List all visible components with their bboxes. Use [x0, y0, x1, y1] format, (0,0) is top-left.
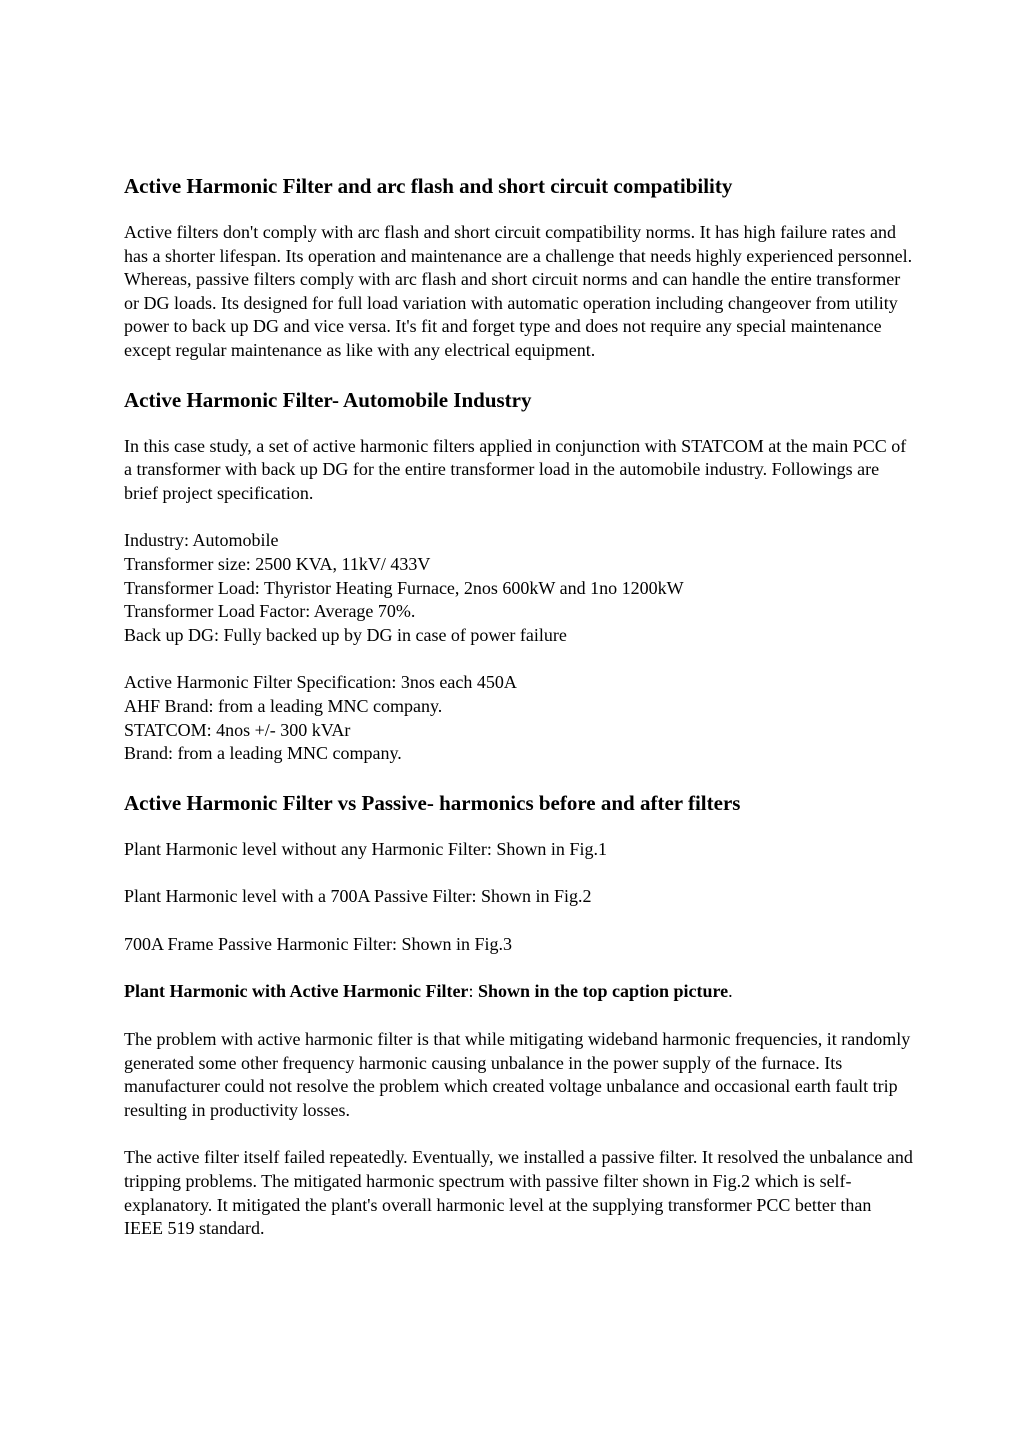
filter-spec-list [124, 671, 914, 765]
spec-industry: Industry: Automobile [124, 530, 279, 551]
active-filter-caption-value: Shown in the top caption picture [477, 981, 729, 1002]
spec-transformer-load: Transformer Load: Thyristor Heating Furnace, 2nos 600kW and 1no 1200kW [124, 577, 684, 598]
active-filter-caption-label: Plant Harmonic with Active Harmonic Filter [124, 981, 469, 1002]
fig1-line: Plant Harmonic level without any Harmonic Filter: Shown in Fig.1 [124, 838, 607, 859]
spec-statcom: STATCOM: 4nos +/- 300 kVAr [124, 719, 351, 740]
section-paragraph-automobile: In this case study, a set of active harmonic filters applied in conjunction with STATCOM at the main PCC of a transformer with back up DG for the entire transformer load in the automobile industry. Followings are brief project specification. [124, 435, 907, 503]
spec-ahf-brand: AHF Brand: from a leading MNC company. [124, 695, 443, 716]
section-paragraph-arc-flash: Active filters don't comply with arc flash and short circuit compatibility norms. It has high failure rates and has a shorter lifespan. Its operation and maintenance are a challenge that needs highly experienced personnel. Whereas, passive filters comply with arc flash and short circuit norms and can handle the entire transformer or DG loads. Its designed for full load variation with automatic operation including changeover from utility power to back up DG and vice versa. It's fit and forget type and does not require any special maintenance except regular maintenance as like with any electrical equipment. [124, 222, 913, 360]
fig3-line: 700A Frame Passive Harmonic Filter: Shown in Fig.3 [124, 933, 512, 954]
spec-backup-dg: Back up DG: Fully backed up by DG in case of power failure [124, 624, 567, 645]
spec-ahf: Active Harmonic Filter Specification: 3nos each 450A [124, 672, 517, 693]
section-heading-comparison: Active Harmonic Filter vs Passive- harmonics before and after filters [124, 790, 741, 815]
spec-load-factor: Transformer Load Factor: Average 70%. [124, 601, 416, 622]
spec-transformer-size: Transformer size: 2500 KVA, 11kV/ 433V [124, 553, 431, 574]
active-filter-caption-end: . [728, 981, 733, 1002]
closing-paragraph-resolution: The active filter itself failed repeatedly. Eventually, we installed a passive filter. It resolved the unbalance and tripping problems. The mitigated harmonic spectrum with passive filter shown in Fig.2 which is self-explanatory. It mitigated the plant's overall harmonic level at the supplying transformer PCC better than IEEE 519 standard. [124, 1147, 913, 1239]
spec-statcom-brand: Brand: from a leading MNC company. [124, 743, 402, 764]
project-spec-list [124, 529, 914, 647]
section-heading-arc-flash: Active Harmonic Filter and arc flash and short circuit compatibility [124, 174, 733, 198]
closing-paragraph-problem: The problem with active harmonic filter is that while mitigating wideband harmonic frequencies, it randomly generated some other frequency harmonic causing unbalance in the power supply of the furnace. Its manufacturer could not resolve the problem which created voltage unbalance and occasional earth fault trip resulting in productivity losses. [124, 1029, 911, 1120]
active-filter-caption-line [124, 980, 914, 1004]
document-page [124, 173, 914, 1265]
fig2-line: Plant Harmonic level with a 700A Passive Filter: Shown in Fig.2 [124, 886, 592, 907]
active-filter-caption-separator: : [468, 981, 478, 1002]
section-heading-automobile: Active Harmonic Filter- Automobile Industry [124, 387, 532, 412]
